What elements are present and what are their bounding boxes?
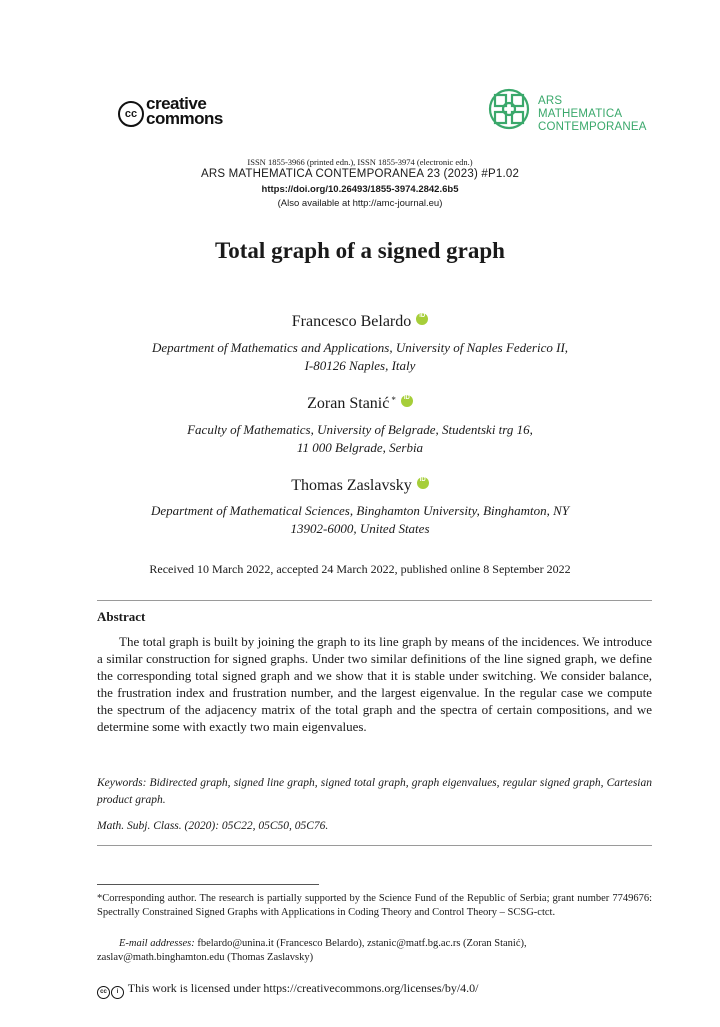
divider <box>97 600 652 601</box>
journal-logo-text: ARS MATHEMATICA CONTEMPORANEA <box>538 95 647 133</box>
received-dates: Received 10 March 2022, accepted 24 March 2022, published online 8 September 2022 <box>149 562 571 576</box>
cc-icon: cc <box>118 101 144 127</box>
paper-title: Total graph of a signed graph <box>215 238 505 263</box>
journal-line: ARS MATHEMATICA CONTEMPORANEA 23 (2023) #P1.02 <box>200 168 520 180</box>
abstract-heading: Abstract <box>97 609 146 624</box>
doi-link[interactable]: https://doi.org/10.26493/1855-3974.2842.6b5 <box>261 184 459 195</box>
author-affiliation: Department of Mathematics and Applications, University of Naples Federico II, I-80126 Naples, Italy <box>151 340 569 373</box>
author-name: Francesco BelardoiD <box>0 313 720 331</box>
author-name: Zoran Stanić *iD <box>0 395 720 413</box>
orcid-icon[interactable] <box>401 395 413 407</box>
author-affiliation: Department of Mathematical Sciences, Binghamton University, Binghamton, NY 13902-6000, United States <box>150 503 570 536</box>
footnote-rule <box>97 884 319 885</box>
cc-logo-text: creative commons <box>146 94 223 128</box>
orcid-icon[interactable] <box>417 477 429 489</box>
author-affiliation: Faculty of Mathematics, University of Belgrade, Studentski trg 16, 11 000 Belgrade, Serbia <box>187 422 533 455</box>
availability-line: (Also available at http://amc-journal.eu) <box>277 198 443 209</box>
divider <box>97 845 652 846</box>
math-subject-class: Math. Subj. Class. (2020): 05C22, 05C50, 05C76. <box>97 820 329 832</box>
email-addresses: E-mail addresses: fbelardo@unina.it (Francesco Belardo), zstanic@matf.bg.ac.rs (Zoran Stanić), zaslav@math.binghamton.edu (Thomas Zaslavsky) <box>97 938 527 963</box>
orcid-icon[interactable] <box>416 313 428 325</box>
creative-commons-logo <box>118 96 243 132</box>
abstract-body: The total graph is built by joining the graph to its line graph by means of the incidences. We introduce a similar construction for signed graphs. Under two similar definitions of the line signed graph, we define the corresponding total signed graph and we show that it is stable under switching. We consider balance, the frustration index and frustration number, and the largest eigenvalue. In the regular case we compute the spectrum of the adjacency matrix of the total graph and the spectra of certain compositions, and we determine some with exactly two main eigenvalues. <box>97 634 652 734</box>
journal-emblem-icon <box>486 86 532 132</box>
issn-line: ISSN 1855-3966 (printed edn.), ISSN 1855-3974 (electronic edn.) <box>247 157 473 167</box>
by-attribution-icon: i <box>111 986 124 999</box>
footnote: *Corresponding author. The research is partially supported by the Science Fund of the Republic of Serbia; grant number 7749676: Spectrally Constrained Signed Graphs with Applications in Coding Theory and Control Theory – SCSG-ctct. <box>97 893 652 918</box>
journal-logo <box>486 86 646 136</box>
keywords: Keywords: Bidirected graph, signed line graph, signed total graph, graph eigenvalues, regular signed graph, Cartesian product graph. <box>97 777 652 806</box>
license-line: cc i This work is licensed under https://creativecommons.org/licenses/by/4.0/ <box>97 981 479 999</box>
author-name: Thomas ZaslavskyiD <box>0 477 720 495</box>
cc-license-icon: cc <box>97 986 110 999</box>
corresponding-author-marker: * <box>391 395 396 405</box>
